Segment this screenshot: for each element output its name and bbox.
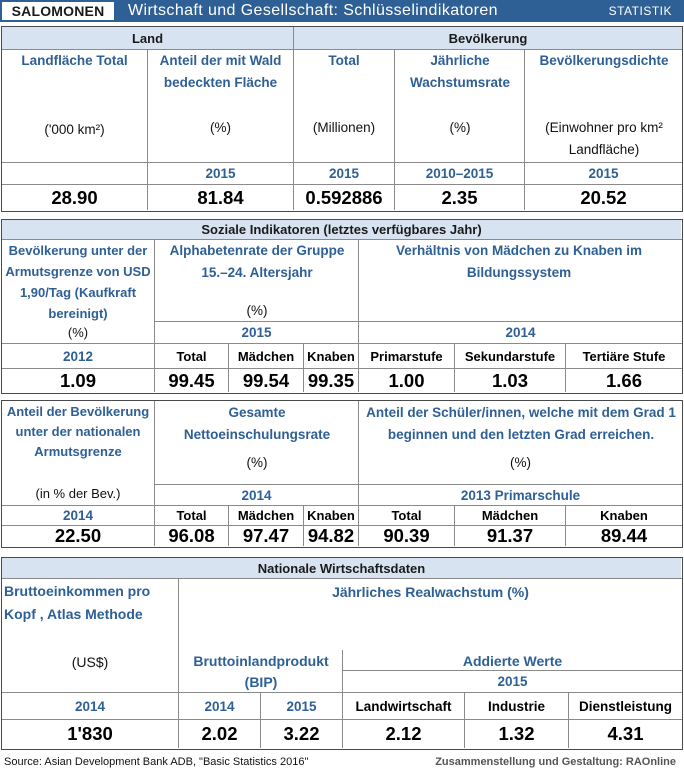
enrolment-year: 2014 [241,487,272,503]
agriculture-value: 2.12 [385,723,422,744]
population-density-label: Bevölkerungsdichte [539,53,669,68]
population-growth-unit: (%) [449,120,471,135]
population-growth-year: 2010–2015 [425,166,494,181]
literacy-total-value: 99.45 [168,369,215,391]
statistik-tag: STATISTIK [608,4,672,18]
social-indicators-section [1,219,683,394]
gni-label: Bruttoeinkommen pro Kopf , Atlas Methode [4,583,151,622]
real-growth-title: Jährliches Realwachstum (%) [332,584,529,600]
land-header: Land [2,27,293,49]
literacy-boys-value: 99.35 [307,369,355,391]
gender-ratio-label: Verhältnis von Mädchen zu Knaben im Bildungssystem [395,243,643,280]
population-total-unit: (Millionen) [312,120,376,135]
industry-value: 1.32 [498,723,535,744]
source-note: Source: Asian Development Bank ADB, "Basic Statistics 2016" [4,756,309,768]
enrolment-total-value: 96.08 [168,526,215,546]
forest-share-label: Anteil der mit Wald bedeckten Fläche [159,53,282,90]
land-area-label: Landfläche Total [21,53,128,68]
page-title: Wirtschaft und Gesellschaft: Schlüsselindikatoren [128,2,498,19]
value-added-year: 2015 [497,674,528,689]
population-density-year: 2015 [588,166,619,181]
population-header: Bevölkerung [294,27,682,49]
services-value: 4.31 [607,723,644,744]
gdp-2014-value: 2.02 [201,723,238,744]
col-agriculture: Landwirtschaft [355,698,452,714]
enrolment-girls-value: 97.47 [242,526,290,546]
completion-girls-value: 91.37 [486,526,534,546]
ratio-primary-value: 1.00 [388,369,425,391]
land-area-value: 28.90 [51,186,98,208]
literacy-label: Alphabetenrate der Gruppe 15.–24. Altersjahr [169,243,345,280]
gdp-label: Bruttoinlandprodukt (BIP) [193,653,329,690]
completion-total-value: 90.39 [383,526,430,546]
forest-share-unit: (%) [210,120,231,135]
land-population-section [1,26,683,212]
enrolment-col-girls: Mädchen [237,508,295,523]
ratio-col-tertiary: Tertiäre Stufe [582,348,666,364]
gni-value: 1'830 [67,723,113,744]
social-header: Soziale Indikatoren (letztes verfügbares Jahr) [2,220,681,239]
completion-col-girls: Mädchen [481,508,539,523]
forest-share-year: 2015 [205,166,236,181]
economy-header: Nationale Wirtschaftsdaten [2,558,681,578]
completion-boys-value: 89.44 [600,526,648,546]
gdp-year-2014: 2014 [204,698,235,714]
economy-section [1,557,683,750]
completion-col-boys: Knaben [600,508,648,523]
ratio-tertiary-value: 1.66 [605,369,642,391]
poverty-intl-year: 2012 [62,348,94,364]
poverty-nat-value: 22.50 [54,526,102,546]
poverty-nat-year: 2014 [62,508,94,523]
population-growth-label: Jährliche Wachstumsrate [409,53,511,90]
enrolment-col-total: Total [176,508,207,523]
population-density-value: 20.52 [580,186,627,208]
literacy-col-boys: Knaben [307,348,355,364]
literacy-col-total: Total [176,348,207,364]
population-total-value: 0.592886 [305,186,383,208]
ratio-col-secondary: Sekundarstufe [464,348,556,364]
gni-year: 2014 [74,698,106,714]
poverty-intl-value: 1.09 [59,369,96,391]
population-growth-value: 2.35 [441,186,478,208]
poverty-nat-label: Anteil der Bevölkerung unter der nationalen Armutsgrenze [6,404,150,459]
header-bar [0,0,684,22]
gni-unit: (US$) [71,654,109,670]
poverty-intl-label: Bevölkerung unter der Armutsgrenze von USD 1,90/Tag (Kaufkraft bereinigt) [5,243,151,321]
enrolment-boys-value: 94.82 [307,526,355,546]
literacy-col-girls: Mädchen [237,348,295,364]
gender-ratio-year: 2014 [505,325,536,340]
education-poverty-section [1,400,683,548]
poverty-nat-unit: (in % der Bev.) [35,486,121,501]
enrolment-label: Gesamte Nettoeinschulungsrate [183,405,331,442]
literacy-year: 2015 [241,325,272,340]
country-name: SALOMONEN [2,2,114,20]
literacy-unit: (%) [246,303,268,318]
completion-unit: (%) [510,455,531,470]
enrolment-col-boys: Knaben [307,508,355,523]
land-area-unit: ('000 km²) [44,122,105,137]
population-density-unit: (Einwohner pro km² Landfläche) [545,120,663,157]
completion-label: Anteil der Schüler/innen, welche mit dem Grad 1 beginnen und den letzten Grad erreichen. [366,405,676,442]
gdp-2015-value: 3.22 [283,723,320,744]
value-added-label: Addierte Werte [462,653,563,669]
population-total-label: Total [328,53,360,68]
completion-col-total: Total [391,508,422,523]
col-industry: Industrie [487,698,545,714]
col-services: Dienstleistung [578,698,672,714]
population-total-year: 2015 [328,166,360,181]
literacy-girls-value: 99.54 [242,369,290,391]
poverty-intl-unit: (%) [67,325,89,340]
ratio-secondary-value: 1.03 [491,369,528,391]
gdp-year-2015: 2015 [286,698,317,714]
ratio-col-primary: Primarstufe [370,348,443,364]
completion-year: 2013 Primarschule [460,487,581,503]
enrolment-unit: (%) [246,455,268,470]
forest-share-value: 81.84 [197,186,244,208]
credit-note: Zusammenstellung und Gestaltung: RAOnline [435,756,676,768]
